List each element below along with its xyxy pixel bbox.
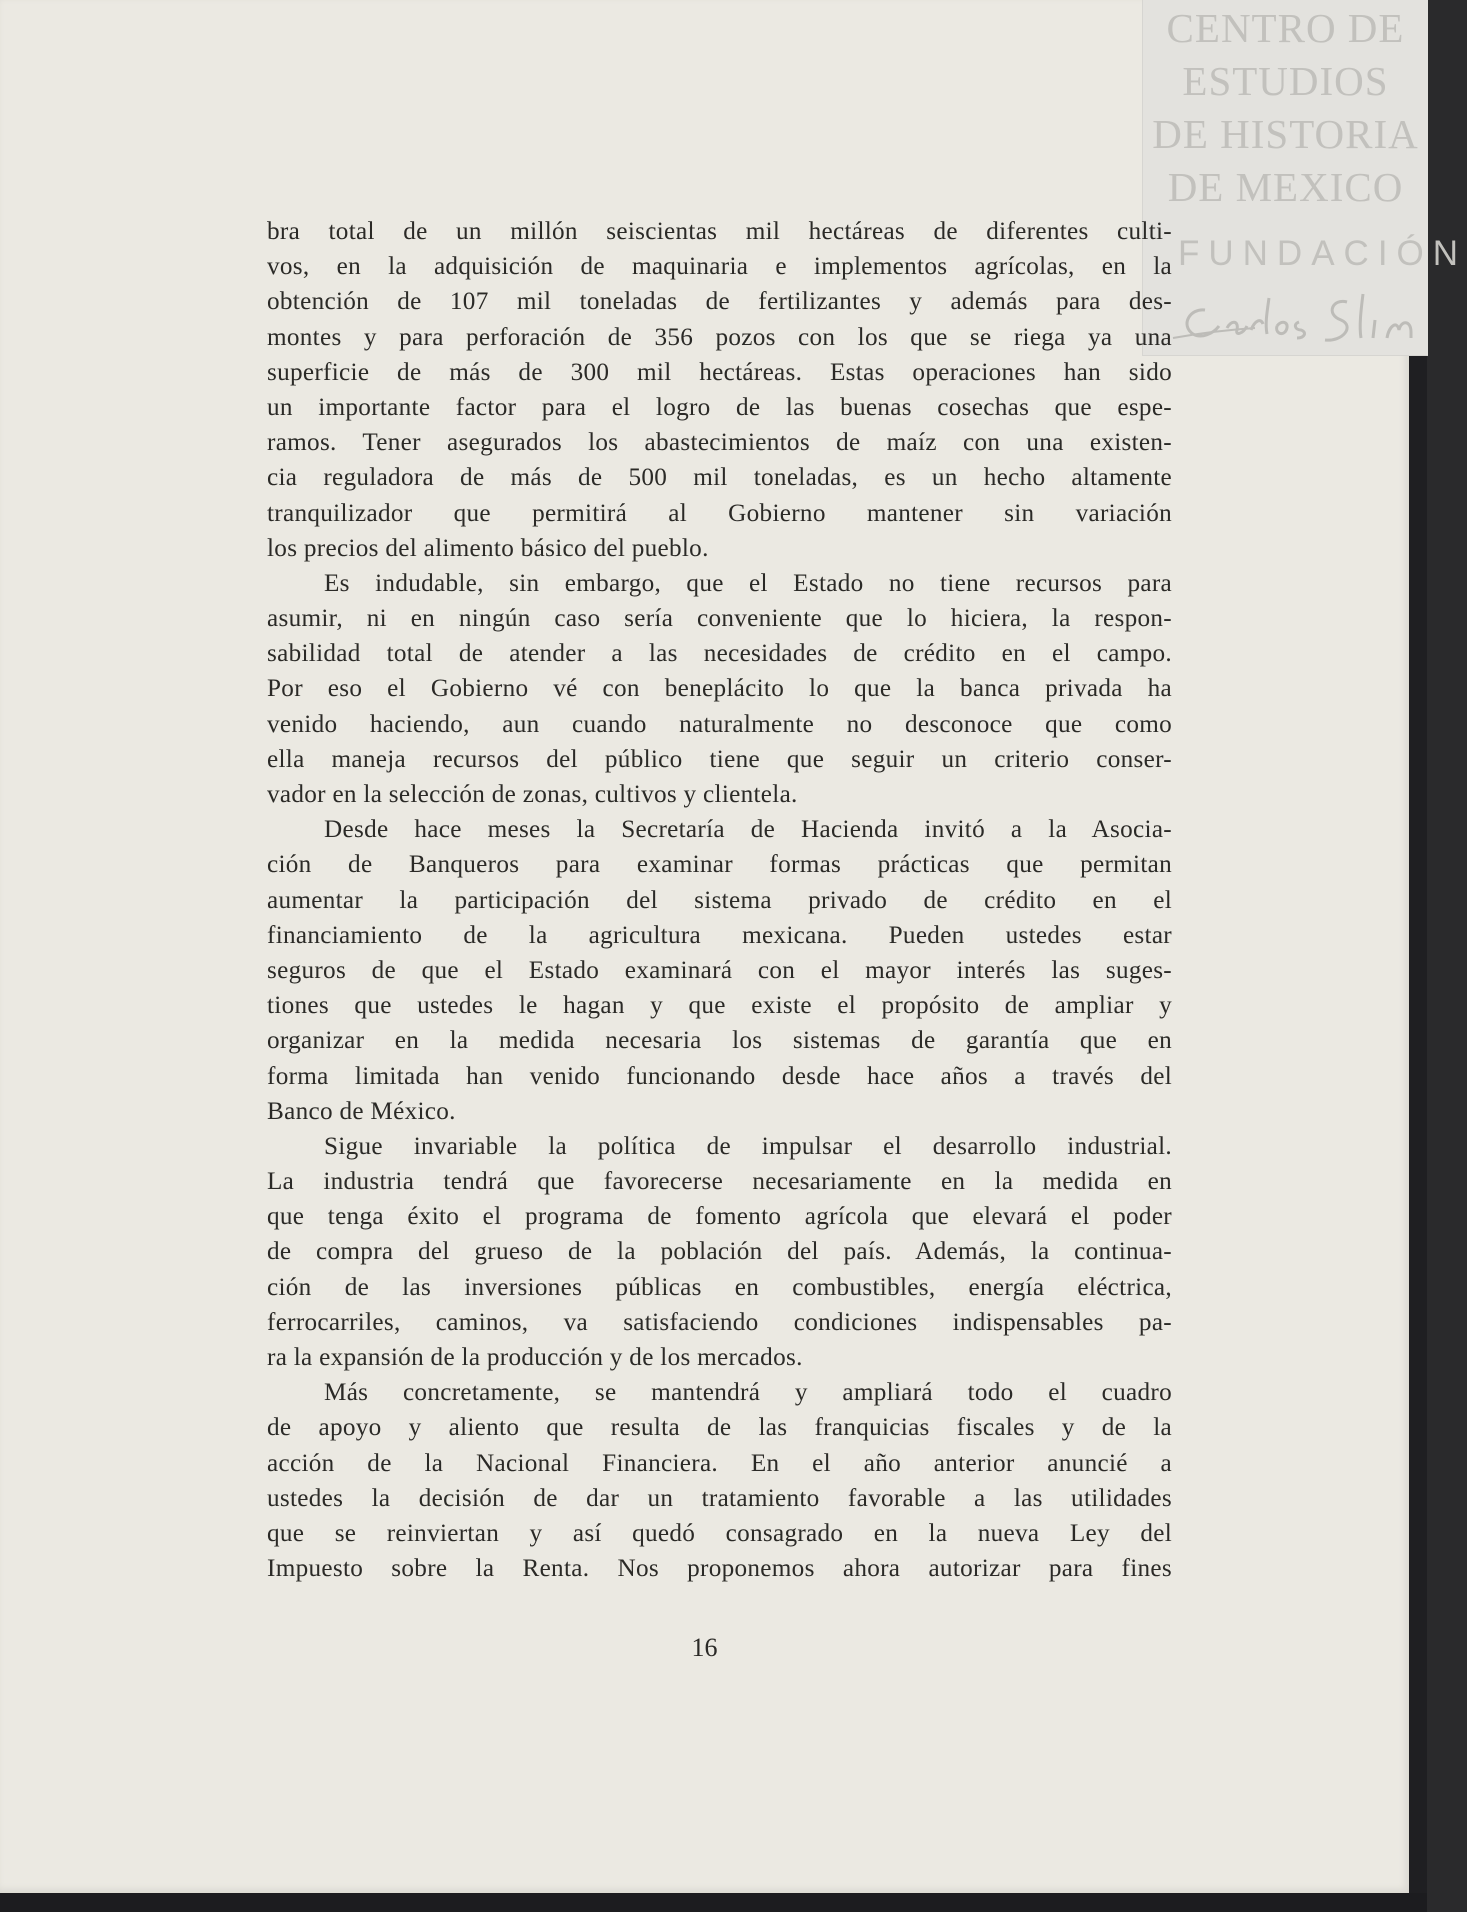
- text-line: ra la expansión de la producción y de los mercados.: [267, 1344, 803, 1371]
- text-line: ramos. Tener asegurados los abastecimientos de maíz con una existen-: [267, 429, 1172, 457]
- text-line: forma limitada han venido funcionando desde hace años a través del: [267, 1062, 1172, 1090]
- text-line: aumentar la participación del sistema privado de crédito en el: [267, 886, 1172, 914]
- text-line: La industria tendrá que favorecerse necesariamente en la medida en: [267, 1168, 1172, 1196]
- watermark-line: CENTRO DE: [1166, 5, 1405, 51]
- text-line: Es indudable, sin embargo, que el Estado no tiene recursos para: [324, 569, 1172, 597]
- text-line: tiones que ustedes le hagan y que existe el propósito de ampliar y: [267, 992, 1172, 1020]
- watermark-foundation: FUNDACIÓN: [1178, 234, 1467, 273]
- text-line: seguros de que el Estado examinará con el mayor interés las suges-: [267, 956, 1172, 984]
- text-line: vos, en la adquisición de maquinaria e implementos agrícolas, en la: [267, 253, 1172, 281]
- text-line: de apoyo y aliento que resulta de las franquicias fiscales y de la: [267, 1414, 1172, 1442]
- scan-edge-bottom: [0, 1893, 1427, 1912]
- text-line: acción de la Nacional Financiera. En el año anterior anuncié a: [267, 1449, 1172, 1477]
- body-text: [267, 214, 1172, 1586]
- text-line: Impuesto sobre la Renta. Nos proponemos ahora autorizar para fines: [267, 1555, 1172, 1583]
- text-line: que tenga éxito el programa de fomento agrícola que elevará el poder: [267, 1203, 1172, 1231]
- page-number: 16: [691, 1633, 718, 1662]
- text-line: Sigue invariable la política de impulsar el desarrollo industrial.: [324, 1132, 1172, 1160]
- text-line: ustedes la decisión de dar un tratamiento favorable a las utilidades: [267, 1484, 1172, 1512]
- text-line: obtención de 107 mil toneladas de fertilizantes y además para des-: [267, 288, 1172, 316]
- watermark-signature: [1165, 290, 1427, 355]
- text-line: sabilidad total de atender a las necesidades de crédito en el campo.: [267, 640, 1172, 668]
- watermark-line: DE HISTORIA: [1152, 111, 1419, 157]
- text-line: tranquilizador que permitirá al Gobierno mantener sin variación: [267, 499, 1172, 527]
- text-line: organizar en la medida necesaria los sistemas de garantía que en: [267, 1027, 1172, 1055]
- watermark-line: DE MEXICO: [1167, 164, 1404, 210]
- text-line: vador en la selección de zonas, cultivos y clientela.: [267, 781, 798, 808]
- text-line: ción de Banqueros para examinar formas prácticas que permitan: [267, 851, 1172, 879]
- text-line: asumir, ni en ningún caso sería conveniente que lo hiciera, la respon-: [267, 605, 1172, 633]
- text-line: Más concretamente, se mantendrá y ampliará todo el cuadro: [324, 1379, 1172, 1407]
- text-line: ella maneja recursos del público tiene que seguir un criterio conser-: [267, 745, 1172, 773]
- watermark-line: ESTUDIOS: [1182, 58, 1389, 104]
- text-line: venido haciendo, aun cuando naturalmente no desconoce que como: [267, 710, 1172, 738]
- text-line: superficie de más de 300 mil hectáreas. Estas operaciones han sido: [267, 358, 1172, 386]
- text-line: de compra del grueso de la población del país. Además, la continua-: [267, 1238, 1172, 1266]
- text-line: que se reinviertan y así quedó consagrado en la nueva Ley del: [267, 1519, 1172, 1547]
- text-line: financiamiento de la agricultura mexicana. Pueden ustedes estar: [267, 921, 1172, 949]
- text-line: montes y para perforación de 356 pozos con los que se riega ya una: [267, 323, 1172, 351]
- text-line: ferrocarriles, caminos, va satisfaciendo condiciones indispensables pa-: [267, 1308, 1172, 1336]
- text-line: cia reguladora de más de 500 mil toneladas, es un hecho altamente: [267, 464, 1172, 492]
- text-line: ción de las inversiones públicas en combustibles, energía eléctrica,: [267, 1273, 1172, 1301]
- text-line: bra total de un millón seiscientas mil hectáreas de diferentes culti-: [267, 218, 1172, 245]
- text-line: Por eso el Gobierno vé con beneplácito lo que la banca privada ha: [267, 675, 1172, 703]
- text-line: los precios del alimento básico del pueblo.: [267, 534, 709, 562]
- text-line: Desde hace meses la Secretaría de Hacienda invitó a la Asocia-: [324, 816, 1172, 844]
- text-line: Banco de México.: [267, 1097, 456, 1125]
- text-line: un importante factor para el logro de las buenas cosechas que espe-: [267, 393, 1172, 421]
